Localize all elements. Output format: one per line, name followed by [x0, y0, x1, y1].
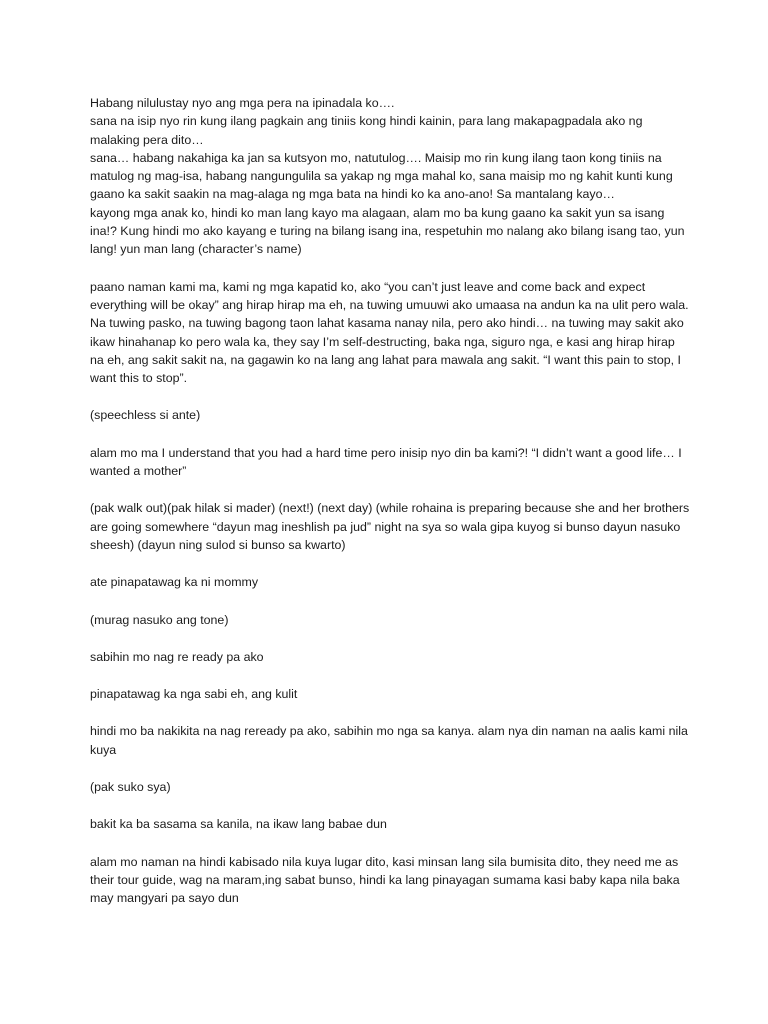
paragraph-4: alam mo ma I understand that you had a hard time pero inisip nyo din ba kami?! “I didn’t want a good life… I wanted a mother”	[90, 445, 682, 479]
paragraph-3: (speechless si ante)	[90, 408, 201, 423]
paragraph-7: (murag nasuko ang tone)	[90, 612, 229, 627]
paragraph-1: Habang nilulustay nyo ang mga pera na ipinadala ko…. sana na isip nyo rin kung ilang pagkain ang tiniis kong hindi kainin, para lang makapagpadala ako ng malaking pera dito… sana… habang nakahiga ka jan sa kutsyon mo, natutulog…. Maisip mo rin kung ilang taon kong tiniis na matulog ng mag-isa, habang nangungulila sa yakap ng mga mahal ko, sana maisip mo ng kahit kunti kung gaano ka sakit saakin na mag-alaga ng mga bata na hindi ko ka ano-ano! Sa mantalang kayo… kayong mga anak ko, hindi ko man lang kayo ma alagaan, alam mo ba kung gaano ka sakit yun sa isang ina!? Kung hindi mo ako kayang e turing na bilang isang ina, respetuhin mo nalang ako bilang isang tao, yun lang! yun man lang (character’s name)	[90, 96, 685, 257]
document-body	[90, 94, 690, 908]
paragraph-13: alam mo naman na hindi kabisado nila kuya lugar dito, kasi minsan lang sila bumisita dito, they need me as their tour guide, wag na maram,ing sabat bunso, hindi ka lang pinayagan sumama kasi baby kapa nila baka may mangyari pa sayo dun	[90, 854, 680, 906]
paragraph-6: ate pinapatawag ka ni mommy	[90, 575, 259, 590]
paragraph-2: paano naman kami ma, kami ng mga kapatid ko, ako “you can’t just leave and come back and expect everything will be okay” ang hirap hirap ma eh, na tuwing umuuwi ako umaasa na andun ka na ulit pero wala. Na tuwing pasko, na tuwing bagong taon lahat kasama nanay nila, pero ako hindi… na tuwing may sakit ako ikaw hinahanap ko pero wala ka, they say I’m self-destructing, baka nga, siguro nga, e kasi ang hirap hirap na eh, ang sakit sakit na, na gagawin ko na lang ang lahat para mawala ang sakit. “I want this pain to stop, I want this to stop”.	[90, 279, 689, 386]
paragraph-10: hindi mo ba nakikita na nag reready pa ako, sabihin mo nga sa kanya. alam nya din naman na aalis kami nila kuya	[90, 724, 688, 757]
paragraph-8: sabihin mo nag re ready pa ako	[90, 649, 264, 664]
paragraph-9: pinapatawag ka nga sabi eh, ang kulit	[90, 687, 298, 702]
paragraph-12: bakit ka ba sasama sa kanila, na ikaw lang babae dun	[90, 817, 387, 832]
paragraph-5: (pak walk out)(pak hilak si mader) (next!) (next day) (while rohaina is preparing because she and her brothers are going somewhere “dayun mag ineshlish pa jud” night na sya so wala gipa kuyog si bunso dayun nasuko sheesh) (dayun ning sulod si bunso sa kwarto)	[90, 501, 690, 552]
paragraph-11: (pak suko sya)	[90, 780, 171, 795]
